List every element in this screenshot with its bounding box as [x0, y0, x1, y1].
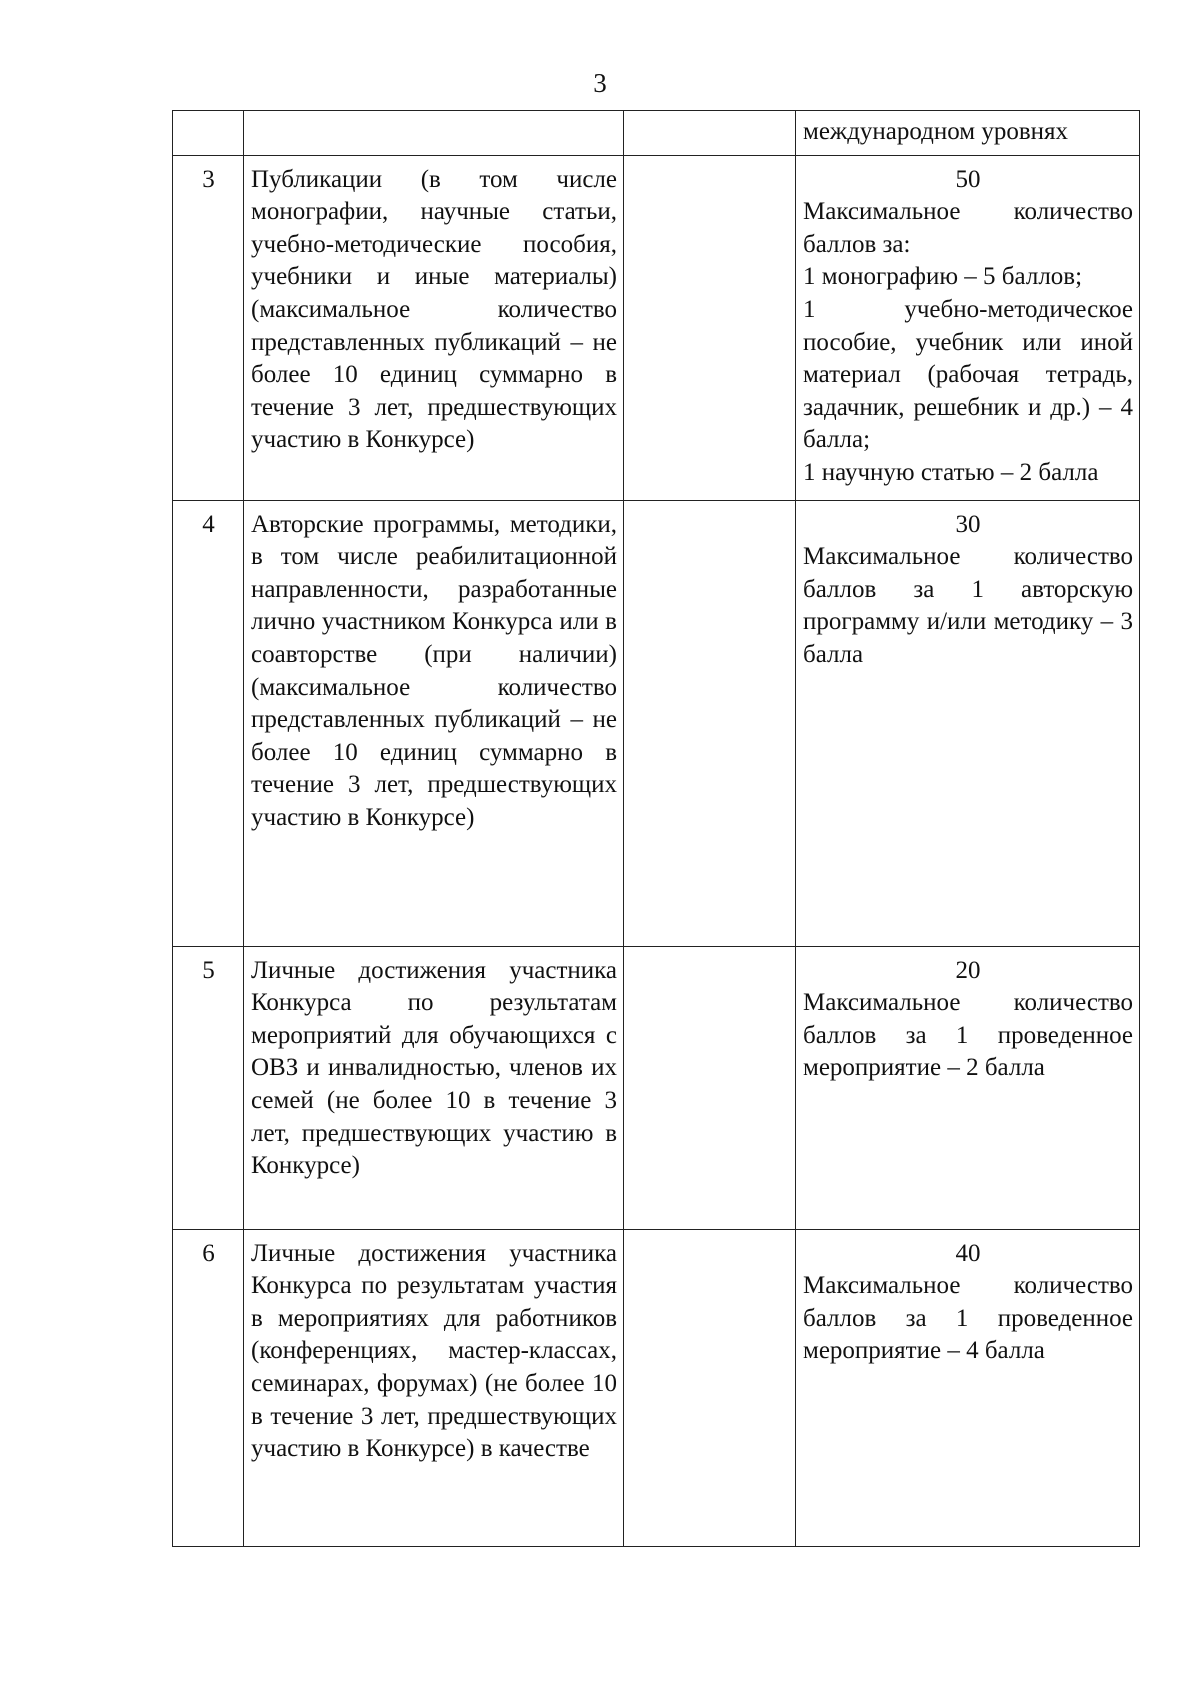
- score-description: Максимальное количество баллов за: 1 монографию – 5 баллов; 1 учебно-методическое пособие, учебник или иной материал (рабочая тетрадь, задачник, решебник и др.) – 4 балла; 1 научную статью – 2 балла: [803, 198, 1133, 486]
- documents-cell: [624, 111, 796, 156]
- documents-cell: [624, 1229, 796, 1546]
- criteria-table: [172, 110, 1140, 1547]
- score-cell: [796, 1229, 1140, 1546]
- table-row: [173, 500, 1140, 946]
- table-row: [173, 1229, 1140, 1546]
- max-score: 30: [955, 510, 981, 538]
- max-score: 50: [955, 165, 981, 193]
- score-description: Максимальное количество баллов за 1 авторскую программу и/или методику – 3 балла: [803, 543, 1133, 668]
- table-row: [173, 946, 1140, 1229]
- score-description: международном уровнях: [803, 118, 1069, 145]
- score-cell: [796, 155, 1140, 500]
- documents-cell: [624, 946, 796, 1229]
- criterion-cell: [244, 111, 624, 156]
- table-row: [173, 155, 1140, 500]
- row-number: 6: [173, 1229, 244, 1546]
- max-score: 40: [955, 1239, 981, 1267]
- criterion-cell: Авторские программы, методики, в том числе реабилитационной направленности, разработанные лично участником Конкурса или в соавторстве (при наличии) (максимальное количество представленных публикаций – не более 10 единиц суммарно в течение 3 лет, предшествующих участию в Конкурсе): [244, 500, 624, 946]
- score-description: Максимальное количество баллов за 1 проведенное мероприятие – 2 балла: [803, 989, 1133, 1082]
- score-description: Максимальное количество баллов за 1 проведенное мероприятие – 4 балла: [803, 1272, 1133, 1365]
- table-row: [173, 111, 1140, 156]
- max-score: 20: [955, 956, 981, 984]
- score-cell: [796, 111, 1140, 156]
- row-number: [173, 111, 244, 156]
- score-cell: [796, 500, 1140, 946]
- row-number: 5: [173, 946, 244, 1229]
- page-number: 3: [593, 68, 607, 98]
- documents-cell: [624, 500, 796, 946]
- criterion-cell: Личные достижения участника Конкурса по результатам участия в мероприятиях для работников (конференциях, мастер-классах, семинарах, форумах) (не более 10 в течение 3 лет, предшествующих участию в Конкурсе) в качестве: [244, 1229, 624, 1546]
- score-cell: [796, 946, 1140, 1229]
- row-number: 3: [173, 155, 244, 500]
- documents-cell: [624, 155, 796, 500]
- row-number: 4: [173, 500, 244, 946]
- criterion-cell: Публикации (в том числе монографии, научные статьи, учебно-методические пособия, учебники и иные материалы) (максимальное количество представленных публикаций – не более 10 единиц суммарно в течение 3 лет, предшествующих участию в Конкурсе): [244, 155, 624, 500]
- criterion-cell: Личные достижения участника Конкурса по результатам мероприятий для обучающихся с ОВЗ и инвалидностью, членов их семей (не более 10 в течение 3 лет, предшествующих участию в Конкурсе): [244, 946, 624, 1229]
